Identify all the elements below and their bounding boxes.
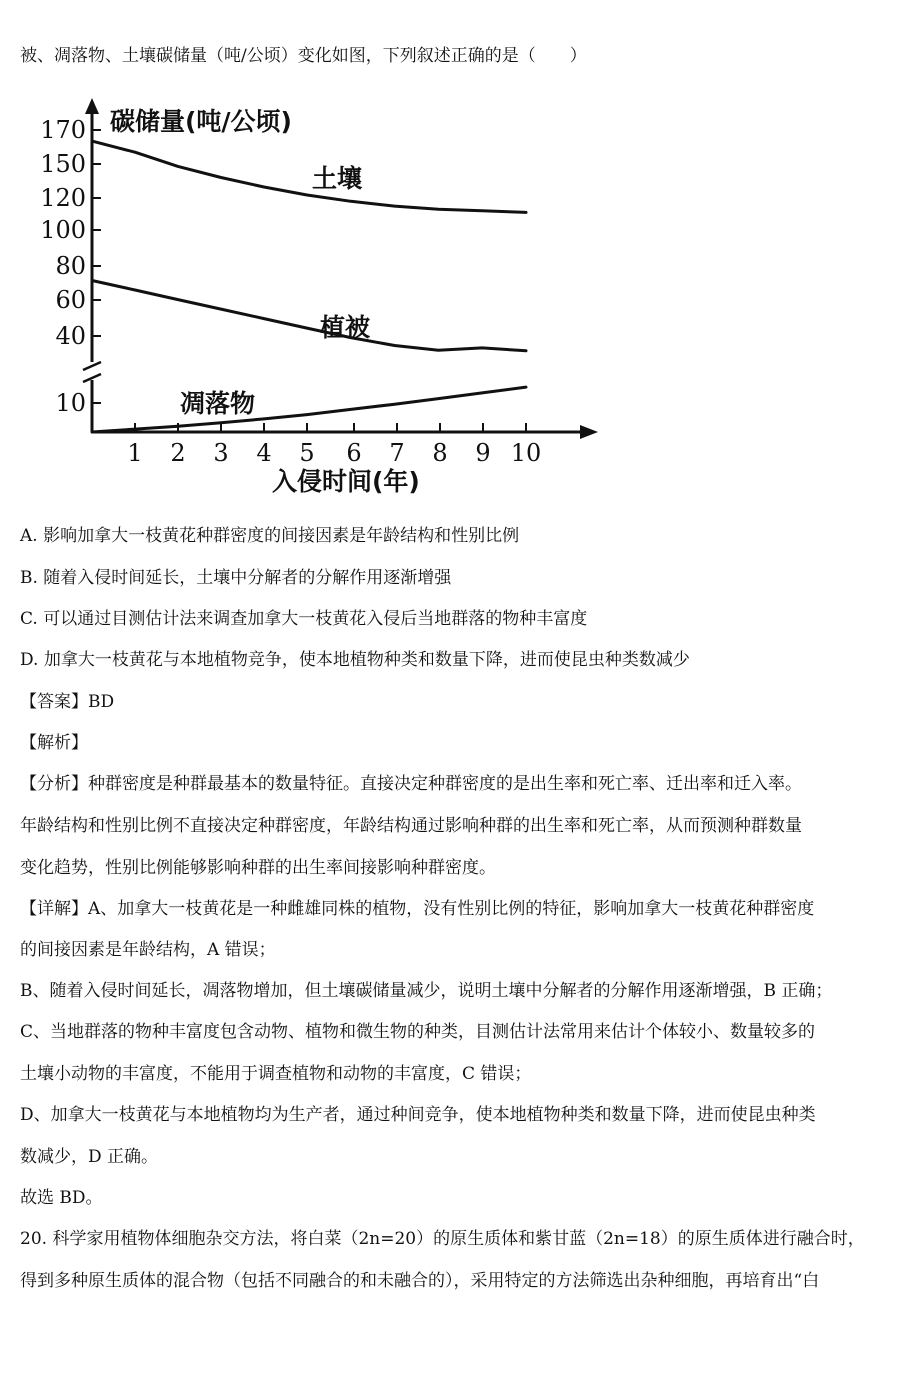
x-tick-label: 9 [475, 439, 491, 467]
next-question-line: 20. 科学家用植物体细胞杂交方法，将白菜（2n=20）的原生质体和紫甘蓝（2n=18）的原生质体进行融合时， [20, 1229, 865, 1249]
x-tick-label: 7 [389, 439, 405, 467]
answer: 【答案】BD [20, 692, 115, 712]
x-axis-title: 入侵时间(年) [272, 467, 420, 496]
series-line [92, 281, 526, 351]
detail-line: 的间接因素是年龄结构，A 错误； [20, 940, 276, 960]
option-d: D. 加拿大一枝黄花与本地植物竞争，使本地植物种类和数量下降，进而使昆虫种类数减少 [20, 650, 690, 670]
detail-line: 数减少，D 正确。 [20, 1147, 159, 1167]
analysis-line: 变化趋势，性别比例能够影响种群的出生率间接影响种群密度。 [20, 858, 496, 878]
series-label: 凋落物 [180, 389, 256, 418]
x-tick-label: 1 [127, 439, 143, 467]
option-b: B. 随着入侵时间延长，土壤中分解者的分解作用逐渐增强 [20, 568, 452, 588]
y-tick-label: 60 [55, 286, 86, 314]
y-tick-label: 40 [55, 322, 86, 350]
detail-line: B、随着入侵时间延长，凋落物增加，但土壤碳储量减少，说明土壤中分解者的分解作用逐渐增强，B 正确； [20, 981, 833, 1001]
next-question-line: 得到多种原生质体的混合物（包括不同融合的和未融合的），采用特定的方法筛选出杂种细胞，再培育出“白 [20, 1271, 820, 1291]
detail-line: 土壤小动物的丰富度，不能用于调查植物和动物的丰富度，C 错误； [20, 1064, 532, 1084]
analysis-line: 年龄结构和性别比例不直接决定种群密度，年龄结构通过影响种群的出生率和死亡率，从而预测种群数量 [20, 816, 802, 836]
carbon-storage-chart [20, 90, 620, 500]
detail-line: D、加拿大一枝黄花与本地植物均为生产者，通过种间竞争，使本地植物种类和数量下降，进而使昆虫种类 [20, 1105, 816, 1125]
x-tick-label: 5 [299, 439, 315, 467]
x-tick-label: 8 [432, 439, 448, 467]
x-tick-label: 4 [256, 439, 272, 467]
option-c: C. 可以通过目测估计法来调查加拿大一枝黄花入侵后当地群落的物种丰富度 [20, 609, 588, 629]
x-tick-label: 10 [510, 439, 542, 467]
y-tick-label: 100 [40, 216, 86, 244]
analysis-heading: 【解析】 [20, 733, 88, 753]
question-intro: 被、凋落物、土壤碳储量（吨/公顷）变化如图，下列叙述正确的是（ ） [20, 46, 587, 66]
series-label: 土壤 [312, 164, 363, 193]
detail-line: 【详解】A、加拿大一枝黄花是一种雌雄同株的植物，没有性别比例的特征，影响加拿大一枝黄花种群密度 [20, 899, 815, 919]
analysis-line: 【分析】种群密度是种群最基本的数量特征。直接决定种群密度的是出生率和死亡率、迁出率和迁入率。 [20, 774, 802, 794]
conclusion: 故选 BD。 [20, 1188, 103, 1208]
y-axis-title: 碳储量(吨/公顷) [110, 107, 292, 136]
series-label: 植被 [320, 313, 371, 342]
y-tick-label: 150 [40, 150, 86, 178]
series-line [92, 141, 526, 212]
detail-line: C、当地群落的物种丰富度包含动物、植物和微生物的种类，目测估计法常用来估计个体较小、数量较多的 [20, 1022, 816, 1042]
y-tick-label: 10 [55, 389, 86, 417]
x-tick-label: 2 [170, 439, 186, 467]
x-axis-arrow [580, 425, 598, 439]
series-line [92, 387, 526, 432]
x-tick-label: 3 [213, 439, 229, 467]
option-a: A. 影响加拿大一枝黄花种群密度的间接因素是年龄结构和性别比例 [20, 526, 520, 546]
y-tick-label: 120 [40, 184, 86, 212]
x-tick-label: 6 [346, 439, 362, 467]
y-tick-label: 170 [40, 116, 86, 144]
y-tick-label: 80 [55, 252, 86, 280]
y-axis-arrow [85, 98, 99, 114]
